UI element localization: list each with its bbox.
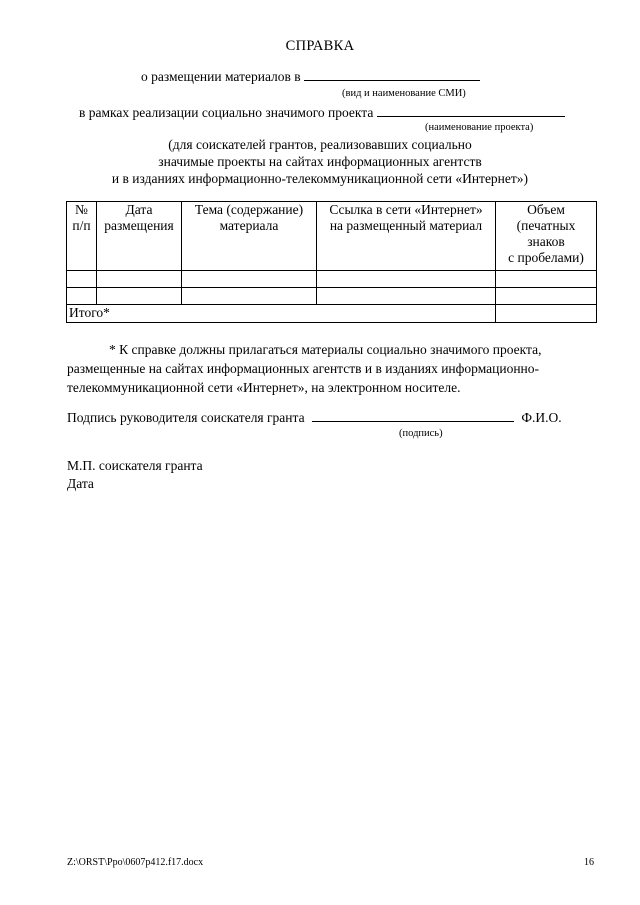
header-link: Ссылка в сети «Интернет» на размещенный материал (317, 202, 496, 271)
cell[interactable] (67, 271, 97, 288)
footnote (67, 340, 595, 397)
cell[interactable] (97, 271, 182, 288)
header-volume: Объем (печатных знаков с пробелами) (496, 202, 597, 271)
table-row (67, 271, 597, 288)
table-header-row (67, 202, 597, 271)
signature-blank[interactable] (312, 409, 514, 422)
project-blank (377, 104, 565, 117)
stamp-label: М.П. соискателя гранта (67, 458, 203, 473)
note-line-3: и в изданиях информационно-телекоммуникационной сети «Интернет») (111, 171, 529, 186)
document-title: СПРАВКА (285, 38, 355, 54)
header-topic: Тема (содержание) материала (182, 202, 317, 271)
project-caption: (наименование проекта) (425, 122, 534, 133)
cell[interactable] (317, 288, 496, 305)
cell[interactable] (67, 288, 97, 305)
note-line-1: (для соискателей грантов, реализовавших социально (168, 137, 472, 152)
materials-table (66, 201, 597, 323)
signature-caption: (подпись) (399, 428, 443, 439)
header-date: Дата размещения (97, 202, 182, 271)
table-total-row (67, 305, 597, 323)
footnote-line-3: телекоммуникационной сети «Интернет», на электронном носителе. (67, 380, 461, 395)
signature-line (67, 409, 562, 426)
total-label: Итого* (67, 305, 496, 323)
signature-fio: Ф.И.О. (521, 410, 562, 425)
page-number: 16 (584, 857, 594, 868)
file-path: Z:\ORST\Ppo\0607p412.f17.docx (67, 857, 204, 868)
table-row (67, 288, 597, 305)
project-line-text: в рамках реализации социально значимого проекта (79, 105, 374, 120)
header-number: № п/п (67, 202, 97, 271)
cell[interactable] (97, 288, 182, 305)
cell[interactable] (317, 271, 496, 288)
cell[interactable] (496, 288, 597, 305)
media-line (141, 68, 480, 85)
footnote-line-1: * К справке должны прилагаться материалы социально значимого проекта, (109, 342, 542, 357)
cell[interactable] (182, 271, 317, 288)
media-caption: (вид и наименование СМИ) (342, 88, 466, 99)
signature-label: Подпись руководителя соискателя гранта (67, 410, 305, 425)
date-label: Дата (67, 476, 94, 491)
total-value[interactable] (496, 305, 597, 323)
project-line (79, 104, 565, 121)
media-line-text: о размещении материалов в (141, 69, 301, 84)
note-line-2: значимые проекты на сайтах информационных агентств (158, 154, 482, 169)
footnote-line-2: размещенные на сайтах информационных агентств и в изданиях информационно- (67, 361, 540, 376)
cell[interactable] (182, 288, 317, 305)
cell[interactable] (496, 271, 597, 288)
media-blank (304, 68, 480, 81)
